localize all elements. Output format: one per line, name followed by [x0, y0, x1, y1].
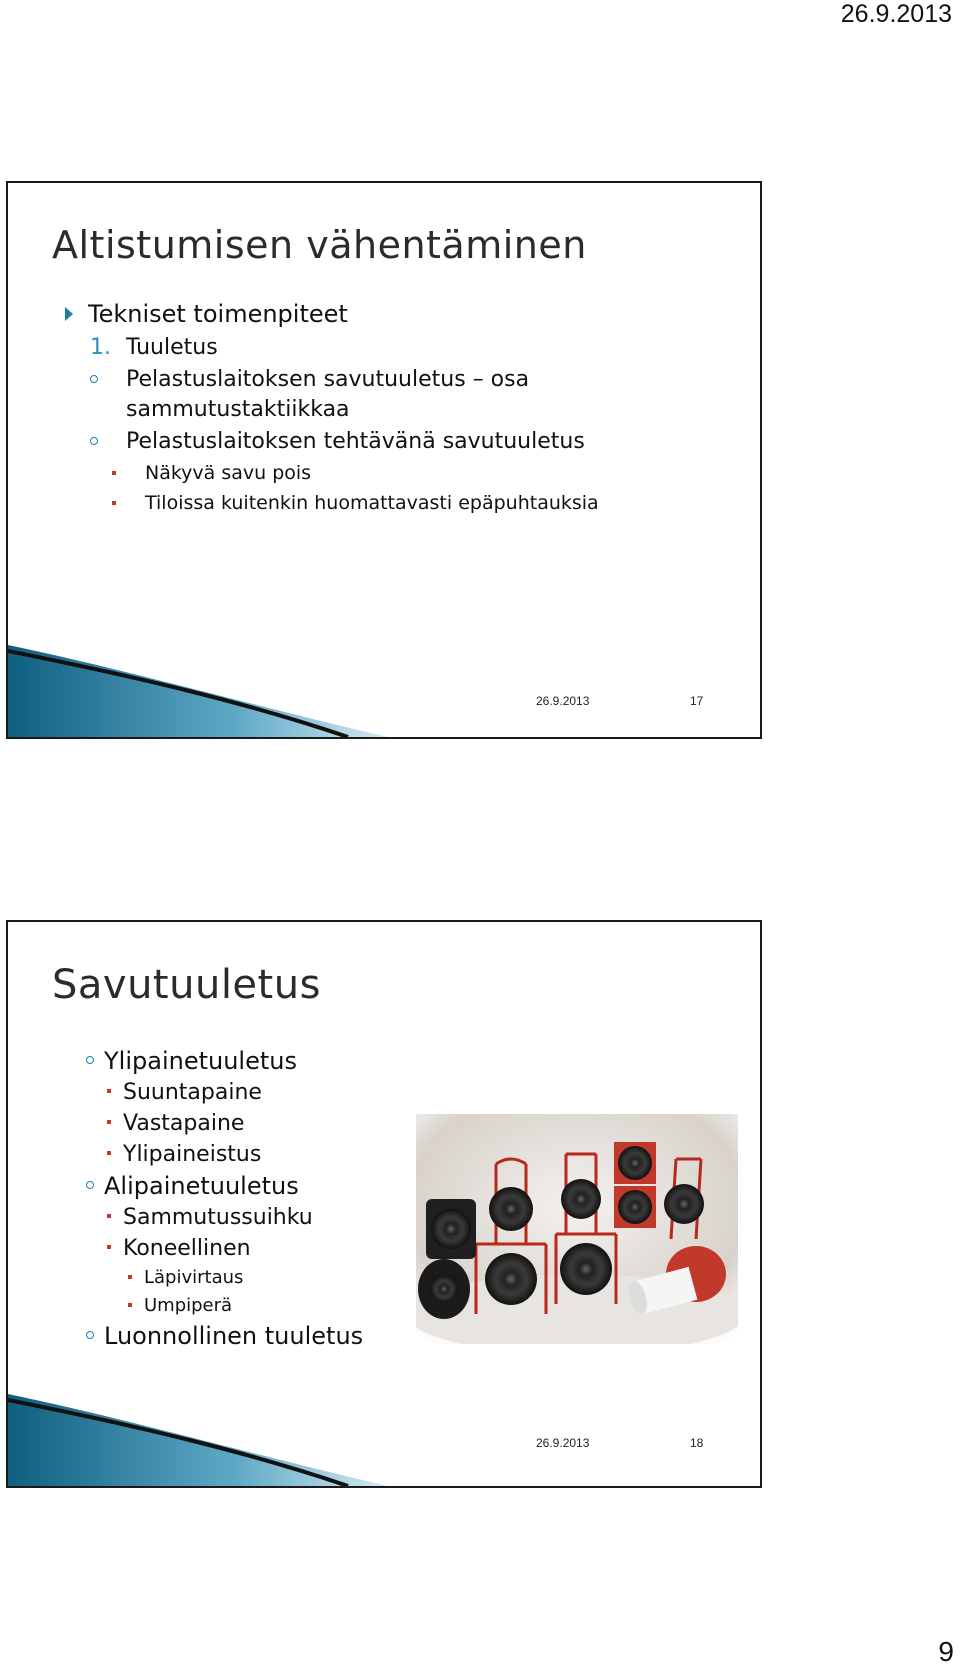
list-item	[123, 1111, 244, 1136]
circle-bullet-icon	[90, 437, 98, 445]
list-item	[123, 1236, 251, 1261]
list-item-text: Tiloissa kuitenkin huomattavasti epäpuhtauksia	[145, 492, 599, 514]
list-item-text: Sammutussuihku	[123, 1205, 313, 1230]
list-item	[104, 1322, 363, 1350]
slide-footer-number: 18	[690, 1436, 704, 1450]
list-item-text: Umpiperä	[144, 1295, 233, 1316]
list-item	[144, 1295, 232, 1316]
list-item	[126, 397, 350, 422]
list-item-text: Näkyvä savu pois	[145, 462, 312, 484]
list-item	[123, 1080, 262, 1105]
list-item	[104, 1047, 297, 1075]
slide-17	[6, 181, 762, 739]
slide-title: Altistumisen vähentäminen	[52, 223, 587, 267]
list-item	[145, 462, 311, 484]
list-item-text: Tuuletus	[126, 335, 218, 360]
list-item	[88, 300, 348, 328]
page-number: 9	[938, 1636, 954, 1667]
square-bullet-icon	[128, 1303, 132, 1307]
list-item-text: Tekniset toimenpiteet	[88, 300, 348, 328]
list-item	[123, 1205, 313, 1230]
circle-bullet-icon	[86, 1331, 94, 1339]
square-bullet-icon	[112, 471, 116, 475]
slide-footer-number: 17	[690, 694, 704, 708]
circle-bullet-icon	[86, 1056, 94, 1064]
slide-title: Savutuuletus	[52, 962, 321, 1008]
list-number: 1.	[90, 335, 111, 360]
square-bullet-icon	[128, 1275, 132, 1279]
list-item-text: Ylipainetuuletus	[104, 1047, 297, 1075]
slide-swoosh-decoration	[8, 645, 428, 737]
smoke-ventilation-fans-photo	[416, 1114, 738, 1344]
list-item-text: Läpivirtaus	[144, 1267, 244, 1288]
page-date: 26.9.2013	[840, 0, 952, 28]
list-item-text: Alipainetuuletus	[104, 1172, 299, 1200]
square-bullet-icon	[107, 1245, 111, 1249]
list-item	[90, 335, 218, 360]
slide-swoosh-decoration	[8, 1394, 428, 1486]
list-item-text: Pelastuslaitoksen savutuuletus – osa	[126, 367, 530, 392]
circle-bullet-icon	[90, 375, 98, 383]
arrow-bullet-icon	[65, 307, 73, 321]
circle-bullet-icon	[86, 1181, 94, 1189]
square-bullet-icon	[112, 501, 116, 505]
slide-footer-date: 26.9.2013	[536, 1436, 590, 1450]
slide-footer-date: 26.9.2013	[536, 694, 590, 708]
list-item-text: Pelastuslaitoksen tehtävänä savutuuletus	[126, 429, 585, 454]
list-item	[145, 492, 599, 514]
square-bullet-icon	[107, 1151, 111, 1155]
slide-18	[6, 920, 762, 1488]
list-item	[126, 367, 529, 392]
list-item-text: Vastapaine	[123, 1111, 245, 1136]
list-item	[104, 1172, 299, 1200]
list-item	[123, 1142, 261, 1167]
list-item	[144, 1267, 243, 1288]
list-item-text: Ylipaineistus	[123, 1142, 262, 1167]
square-bullet-icon	[107, 1214, 111, 1218]
list-item	[126, 429, 585, 454]
list-item-text: Koneellinen	[123, 1236, 251, 1261]
square-bullet-icon	[107, 1089, 111, 1093]
list-item-text: Luonnollinen tuuletus	[104, 1322, 364, 1350]
list-item-text: Suuntapaine	[123, 1080, 262, 1105]
square-bullet-icon	[107, 1120, 111, 1124]
list-item-text: sammutustaktiikkaa	[126, 397, 350, 422]
